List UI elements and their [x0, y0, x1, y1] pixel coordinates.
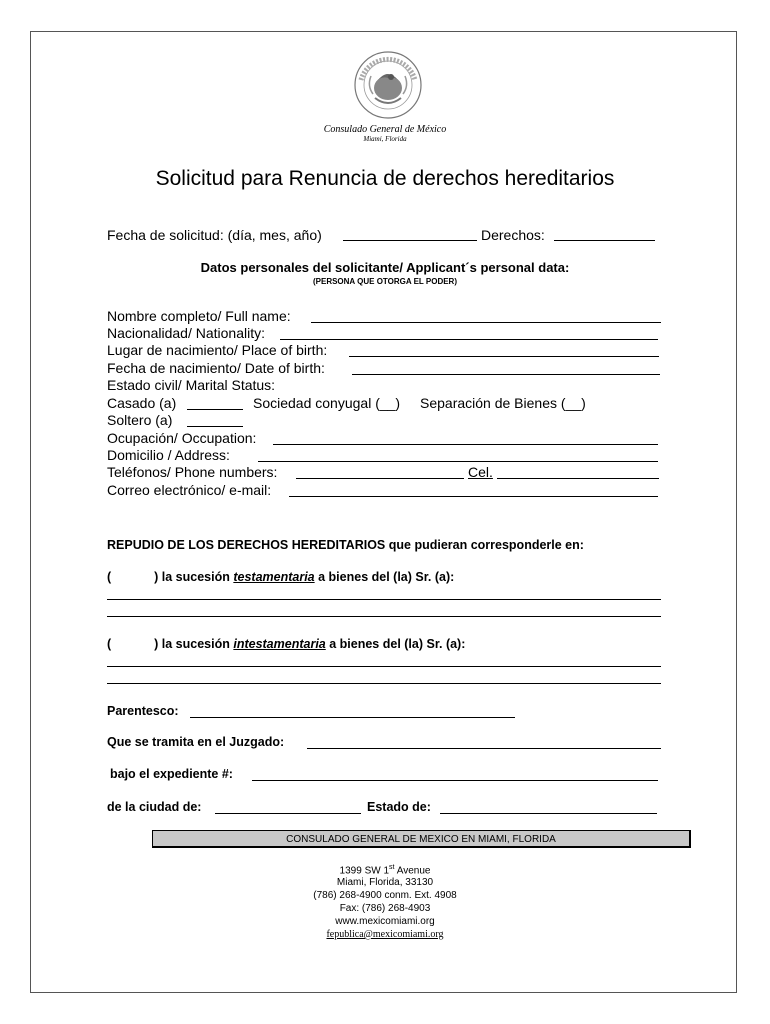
repudiation-heading: REPUDIO DE LOS DERECHOS HEREDITARIOS que pudieran corresponderle en:	[107, 538, 584, 552]
cell-field[interactable]	[497, 478, 659, 479]
occupation-label: Ocupación/ Occupation:	[107, 430, 257, 446]
address-label: Domicilio / Address:	[107, 447, 230, 463]
intestate-name-line-2[interactable]	[107, 683, 661, 684]
city-label: de la ciudad de:	[107, 800, 202, 814]
mexican-coat-of-arms-seal-icon	[353, 50, 423, 120]
state-label: Estado de:	[367, 800, 431, 814]
case-file-label: bajo el expediente #:	[110, 767, 233, 781]
marital-status-label: Estado civil/ Marital Status:	[107, 377, 276, 393]
consulate-name: Consulado General de México	[323, 124, 447, 135]
testate-name-line-1[interactable]	[107, 599, 661, 600]
occupation-field[interactable]	[273, 444, 658, 445]
full-name-label: Nombre completo/ Full name:	[107, 308, 291, 324]
page-title: Solicitud para Renuncia de derechos hereditarios	[155, 167, 615, 190]
intestate-name-line-1[interactable]	[107, 666, 661, 667]
married-field[interactable]	[187, 409, 243, 410]
single-label: Soltero (a)	[107, 412, 173, 428]
birthplace-field[interactable]	[349, 356, 659, 357]
request-date-label: Fecha de solicitud: (día, mes, año)	[107, 227, 322, 243]
birthdate-label: Fecha de nacimiento/ Date of birth:	[107, 360, 325, 376]
birthdate-field[interactable]	[352, 374, 660, 375]
phones-label: Teléfonos/ Phone numbers:	[107, 464, 278, 480]
court-field[interactable]	[307, 748, 661, 749]
intestate-text-post: a bienes del (la) Sr. (a):	[329, 637, 466, 651]
address-field[interactable]	[258, 461, 658, 462]
testate-option[interactable]	[107, 569, 454, 586]
phones-field[interactable]	[296, 478, 464, 479]
married-label: Casado (a)	[107, 395, 177, 411]
email-label: Correo electrónico/ e-mail:	[107, 482, 272, 498]
footer-street: 1399 SW 1st Avenue	[339, 864, 431, 877]
request-date-field[interactable]	[343, 240, 477, 241]
personal-data-heading: Datos personales del solicitante/ Applicant´s personal data:	[200, 260, 570, 275]
personal-data-subheading: (PERSONA QUE OTORGA EL PODER)	[312, 277, 457, 286]
intestate-word: intestamentaria	[233, 637, 326, 651]
single-field[interactable]	[187, 426, 243, 427]
footer-email-link[interactable]: fepublica@mexicomiami.org	[326, 929, 444, 940]
relationship-field[interactable]	[190, 717, 515, 718]
consulate-city: Miami, Florida	[363, 135, 407, 143]
footer-web[interactable]: www.mexicomiami.org	[335, 916, 435, 927]
court-label: Que se tramita en el Juzgado:	[107, 735, 285, 749]
birthplace-label: Lugar de nacimiento/ Place of birth:	[107, 342, 328, 358]
testate-paren: (	[107, 570, 112, 584]
intestate-text-pre: ) la sucesión	[154, 637, 234, 651]
testate-text-post: a bienes del (la) Sr. (a):	[318, 570, 455, 584]
testate-name-line-2[interactable]	[107, 616, 661, 617]
separate-property-option[interactable]: Separación de Bienes (__)	[420, 395, 586, 411]
email-field[interactable]	[289, 496, 658, 497]
case-file-field[interactable]	[252, 780, 658, 781]
fees-label: Derechos:	[481, 227, 545, 243]
relationship-label: Parentesco:	[107, 704, 179, 718]
nationality-field[interactable]	[280, 339, 658, 340]
state-field[interactable]	[440, 813, 657, 814]
city-field[interactable]	[215, 813, 361, 814]
footer-city-zip: Miami, Florida, 33130	[336, 877, 434, 888]
nationality-label: Nacionalidad/ Nationality:	[107, 325, 265, 341]
consulate-footer-bar: CONSULADO GENERAL DE MEXICO EN MIAMI, FLORIDA	[152, 830, 691, 848]
intestate-option[interactable]	[107, 636, 465, 653]
cell-label: Cel.	[468, 464, 493, 480]
footer-fax: Fax: (786) 268-4903	[339, 903, 431, 914]
fees-field[interactable]	[554, 240, 655, 241]
footer-phone: (786) 268-4900 conm. Ext. 4908	[313, 890, 457, 901]
intestate-paren: (	[107, 637, 112, 651]
full-name-field[interactable]	[311, 322, 661, 323]
testate-word: testamentaria	[233, 570, 315, 584]
joint-property-option[interactable]: Sociedad conyugal (__)	[253, 395, 401, 411]
testate-text-pre: ) la sucesión	[154, 570, 234, 584]
